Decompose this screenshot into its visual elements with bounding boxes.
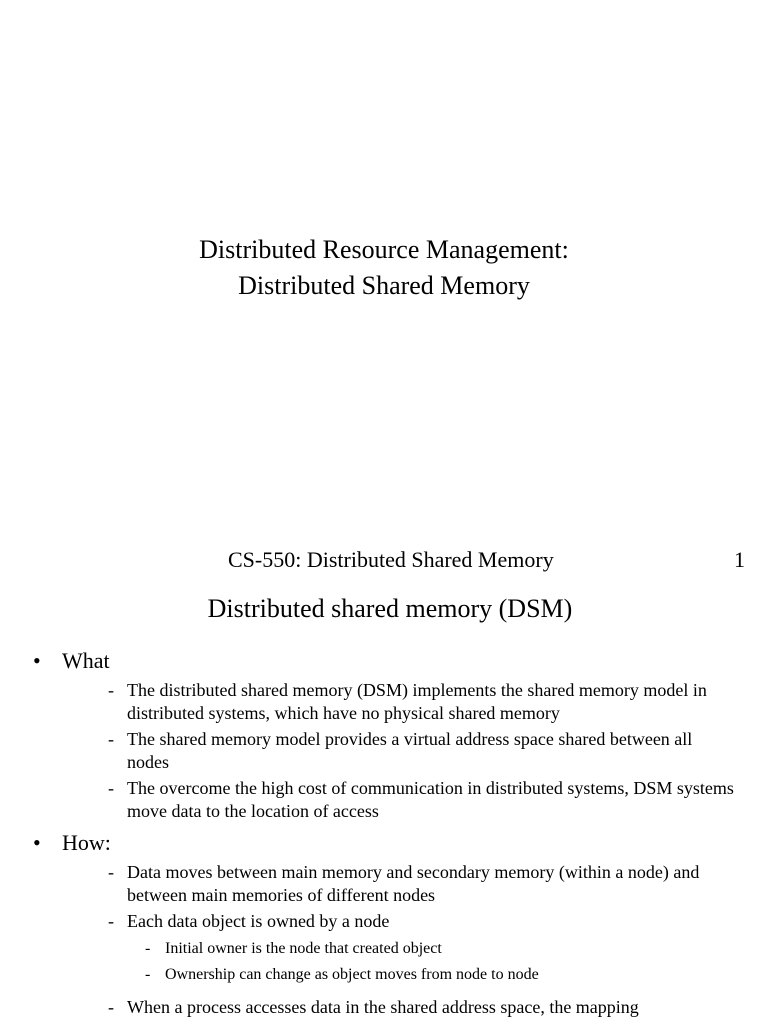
sub-list-item-text: Ownership can change as object moves from node to node: [165, 966, 539, 983]
dash-marker: -: [108, 862, 114, 882]
section-heading-text: What: [62, 648, 110, 673]
slide-1-footer: [0, 545, 768, 575]
slide-1-title: [0, 232, 768, 304]
section-heading-text: How:: [62, 830, 111, 855]
section-how-heading: [0, 828, 768, 858]
list-item: [0, 861, 768, 907]
section-what-heading: [0, 646, 768, 676]
dash-marker: -: [145, 940, 151, 957]
list-item-text: When a process accesses data in the shared address space, the mapping: [127, 997, 639, 1017]
list-item: [0, 777, 768, 823]
bullet-dot: •: [33, 648, 41, 673]
list-item: [0, 996, 768, 1019]
footer-course-title: CS-550: Distributed Shared Memory: [228, 547, 554, 572]
dash-marker: -: [108, 778, 114, 798]
list-item-text: The overcome the high cost of communication in distributed systems, DSM systems move data to the location of access: [127, 778, 734, 821]
slide-1-title-line-1: Distributed Resource Management:: [199, 235, 569, 264]
bullet-dot: •: [33, 830, 41, 855]
list-item: [0, 679, 768, 725]
list-item: [0, 910, 768, 933]
list-item: [0, 728, 768, 774]
slide-1-title-line-2: Distributed Shared Memory: [238, 271, 530, 300]
dash-marker: -: [108, 680, 114, 700]
list-item-text: Each data object is owned by a node: [127, 911, 390, 931]
sub-list-item: [0, 939, 768, 959]
dash-marker: -: [108, 729, 114, 749]
dash-marker: -: [108, 911, 114, 931]
sub-list-item-text: Initial owner is the node that created object: [165, 940, 442, 957]
page-number: 1: [734, 547, 745, 572]
list-item-text: The shared memory model provides a virtual address space shared between all nodes: [127, 729, 693, 772]
list-item-text: Data moves between main memory and secondary memory (within a node) and between main memories of different nodes: [127, 862, 700, 905]
list-item-text: The distributed shared memory (DSM) implements the shared memory model in distributed systems, which have no physical shared memory: [127, 680, 707, 723]
slide-2-body: [0, 646, 768, 1019]
dash-marker: -: [145, 966, 151, 983]
dash-marker: -: [108, 997, 114, 1017]
sub-list-item: [0, 965, 768, 985]
slide-2-title: Distributed shared memory (DSM): [207, 594, 573, 623]
